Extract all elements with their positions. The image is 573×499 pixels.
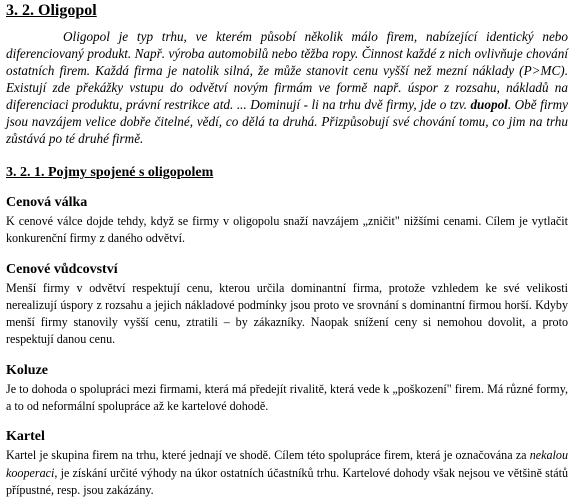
section-text-cenova-valka: K cenové válce dojde tehdy, když se firmy v oligopolu snaží navzájem „zničit" nižšími cenami. Cílem je vytlačit konkurenční firmy z daného odvětví.: [6, 214, 568, 246]
chapter-heading: 3. 2. Oligopol: [6, 2, 97, 19]
kartel-text-part2: , je získání určité výhody na úkor ostatních účastníků trhu. Kartelové dohody však nejsou ve většině států přípustné, resp. jsou zakázány.: [6, 465, 568, 497]
section-title-cenova-valka: Cenová válka: [6, 195, 88, 210]
section-text-cenove-vudcovstvi: Menší firmy v odvětví respektují cenu, kterou určila dominantní firma, protože vzhledem ke své velikosti nerealizují úspory z rozsahu a jejich nákladové podmínky jsou proto ve srovnání s dominantní firmou horší. Kdyby menší firmy stanovily vyšší cenu, ztratili – by zákazníky. Naopak snížení ceny si nemohou dovolit, a proto respektují danou cenu.: [6, 280, 568, 347]
intro-text-part1: Oligopol je typ trhu, ve kterém působí několik málo firem, nabízející identický nebo diferenciovaný produkt. Např. výroba automobilů nebo těžba ropy. Činnost každé z nich ovlivňuje chování ostatních firem. Každá firma je natolik silná, že může stanovit cenu vyšší než mezní náklady (P>MC). Existují zde překážky vstupu do odvětví novým firmám ve formě např. úspor z rozsahu, nákladů na diferenciaci produktu, právní restrikce atd. ... Dominují - li na trhu dvě firmy, jde o tzv.: [6, 29, 568, 112]
section-title-cenove-vudcovstvi: Cenové vůdcovství: [6, 261, 118, 277]
intro-term-duopol: duopol: [470, 97, 508, 112]
document-page: [6, 2, 568, 499]
intro-paragraph: [6, 28, 568, 147]
section-text-kartel: [6, 447, 568, 499]
kartel-text-italic: nekalou kooperaci: [6, 448, 568, 480]
section-title-koluze: Koluze: [6, 362, 48, 378]
section-title-kartel: Kartel: [6, 429, 45, 445]
subchapter-heading: 3. 2. 1. Pojmy spojené s oligopolem: [6, 165, 214, 180]
section-text-koluze: Je to dohoda o spolupráci mezi firmami, která má předejít rivalitě, která vede k „poškození" firem. Má různé formy, a to od neformální spolupráce až ke kartelové dohodě.: [6, 381, 568, 414]
kartel-text-part1: Kartel je skupina firem na trhu, které jednají ve shodě. Cílem této spolupráce firem, která je označována za: [6, 448, 527, 463]
intro-text-part2: . Obě firmy jsou navzájem velice dobře čitelné, vědí, co dělá ta druhá. Přizpůsobují své chování tomu, co jim na trhu zůstává po té druhé firmě.: [6, 97, 569, 146]
